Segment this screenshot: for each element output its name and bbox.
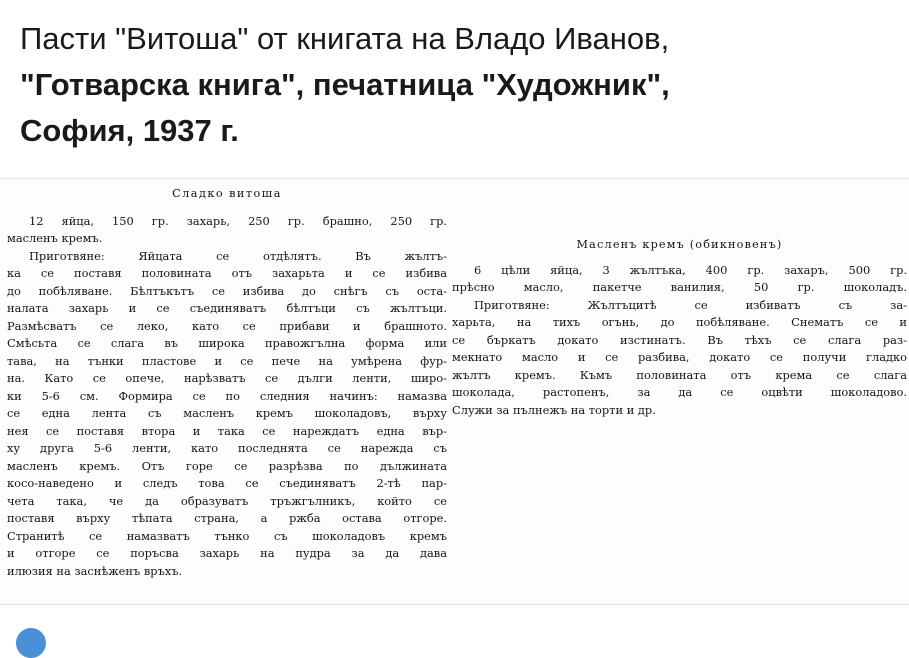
recipe-line: ка се поставя половината отъ захарьта и се избива xyxy=(7,266,447,280)
right-recipe-title: Масленъ кремъ (обикновенъ) xyxy=(576,238,783,251)
recipe-line: 12 яйца, 150 гр. захарь, 250 гр. брашно, 250 гр. xyxy=(29,213,447,228)
recipe-line: нея се поставя втора и така се нареждатъ една вър- xyxy=(7,423,447,438)
headline xyxy=(20,16,900,154)
recipe-line: прѣсно масло, пакетче ванилия, 50 гр. шоколадъ. xyxy=(452,280,907,294)
recipe-line: Странитѣ се намазватъ тънко съ шоколадовъ кремъ xyxy=(7,528,447,543)
recipe-line: на. Като се опече, нарѣзватъ се дълги ленти, широ- xyxy=(7,371,447,385)
recipe-line: чета така, че да образуватъ тръжгълникъ, който се xyxy=(7,493,447,508)
right-recipe-column xyxy=(452,236,907,419)
recipe-line: тава, на тънки пластове и се пече на умѣрена фур- xyxy=(7,353,447,368)
recipe-line: ки 5-6 см. Формира се по следния начинъ: намазва xyxy=(7,388,447,403)
recipe-line: илюзия на заснѣженъ връхъ. xyxy=(7,563,183,578)
headline-line-2: "Готварска книга", печатница "Художник", xyxy=(20,67,670,102)
recipe-line: шоколада, растопенъ, за да се оцвѣти шоколадово. xyxy=(452,385,907,399)
recipe-line: жълтъ кремъ. Къмъ половината отъ крема се слага xyxy=(452,367,907,382)
headline-line-1: Пасти "Витоша" от книгата на Владо Иванов, xyxy=(20,21,670,56)
left-recipe-column xyxy=(7,185,447,580)
recipe-line: масленъ кремъ. xyxy=(7,231,103,245)
recipe-line: до побѣляване. Бѣлтъкътъ се избива до снѣгъ съ оста- xyxy=(7,283,447,298)
recipe-line: се една лента съ масленъ кремъ шоколадовъ, върху xyxy=(7,406,447,420)
recipe-line: Приготвяне: Яйцата се отдѣлятъ. Въ жълтъ- xyxy=(29,248,447,263)
recipe-line: налата захарь и се съединяватъ бѣлтъци съ жълтъци. xyxy=(7,301,447,315)
divider xyxy=(0,178,909,179)
recipe-line: Смѣсьта се слага въ широка правожгълна форма или xyxy=(7,336,447,350)
recipe-line: масленъ кремъ. Отъ горе се разрѣзва по дължината xyxy=(7,458,447,473)
recipe-line: мекнато масло и се разбива, докато се получи гладко xyxy=(452,350,907,364)
recipe-line: поставя върху тѣпата страна, а ржба остава отгоре. xyxy=(7,511,447,525)
recipe-line: Приготвяне: Жълтъцитѣ се избиватъ съ за- xyxy=(474,297,907,312)
recipe-line: 6 цѣли яйца, 3 жълтъка, 400 гр. захаръ, 500 гр. xyxy=(474,262,907,277)
recipe-line: ху друга 5-6 ленти, като последнята се нарежда съ xyxy=(7,441,447,455)
left-recipe-title: Сладко витоша xyxy=(172,187,282,200)
headline-line-3: София, 1937 г. xyxy=(20,113,239,148)
recipe-line: и отгоре се поръсва захарь на пудра за да дава xyxy=(7,546,447,560)
recipe-line: Размѣсватъ се леко, като се прибави и брашното. xyxy=(7,318,447,333)
recipe-line: Служи за пълнежъ на торти и др. xyxy=(452,402,656,417)
avatar-circle[interactable] xyxy=(16,628,46,658)
recipe-line: косо-наведено и следъ това се съединяватъ 2-тѣ пар- xyxy=(7,476,447,490)
recipe-line: харьта, на тихъ огънь, до побѣляване. Снематъ се и xyxy=(452,315,907,329)
recipe-line: се бъркатъ докато изстинатъ. Въ тѣхъ се слага раз- xyxy=(452,332,907,347)
